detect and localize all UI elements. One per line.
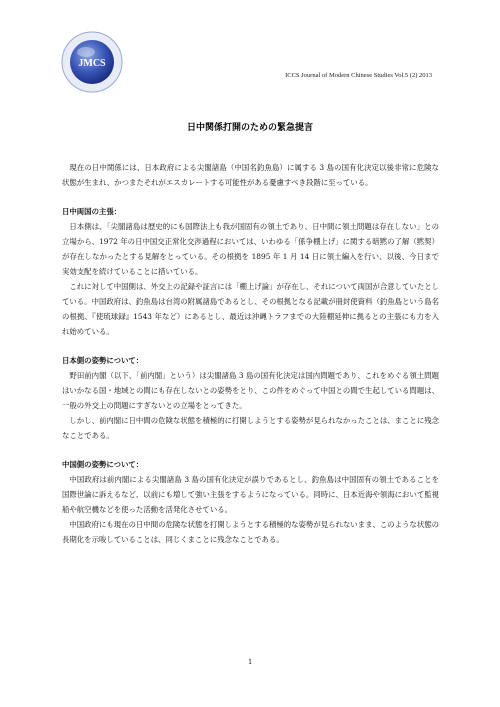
section-heading: 日本側の姿勢について：	[62, 356, 144, 365]
journal-logo	[60, 30, 124, 94]
intro-paragraph: 現在の日中関係には、日本政府による尖閣諸島（中国名釣魚島）に属する 3 島の国有化決定以後非常に危険な状態が生まれ、かつまたそれがエスカレートする可能性がある憂慮すべき段階に至っている。	[62, 163, 439, 187]
section-paragraph: 中国政府にも現在の日中間の危険な状態を打開しようとする積極的な姿勢が見られないまま、このような状態の長期化を示唆していることは、同じくまことに残念なことである。	[62, 520, 439, 544]
article-body	[62, 160, 439, 547]
page-number: 1	[248, 657, 252, 666]
section-heading: 日中両国の主張：	[62, 207, 122, 216]
section-paragraph: 野田前内閣（以下、「前内閣」という）は尖閣諸島 3 島の国有化決定は国内問題であり、これをめぐる領土問題はいかなる国・地域との間にも存在しないとの姿勢をとり、この件をめぐって中国との間で生起している問題は、一般の外交上の問題にすぎないとの立場をとってきた。	[62, 371, 439, 410]
section-paragraph: しかし、前内閣に日中間の危険な状態を積極的に打開しようとする姿勢が見られなかったことは、まことに残念なことである。	[62, 416, 439, 440]
section-paragraph: これに対して中国側は、外交上の記録や証言には「棚上げ論」が存在し、それについて両国が合意していたとしている。中国政府は、釣魚島は台湾の附属諸島であるとし、その根拠となる記載が冊封使資料（釣魚島という島名の根拠、『使琉球録』1543 年など）にあるとし、最近は沖縄トラフまでの大陸棚延伸に拠るとの主張にも力を入れ始めている。	[62, 282, 439, 336]
section-paragraph: 中国政府は前内閣による尖閣諸島 3 島の国有化決定が誤りであるとし、釣魚島は中国固有の領土であることを国際世論に訴えるなど、以前にも増して強い主張をするようになっている。同時に、日本近海や領海において監視船や航空機などを使った活動を活発化させている。	[62, 475, 439, 514]
section-heading: 中国側の姿勢について：	[62, 460, 144, 469]
journal-header: ICCS Journal of Modern Chinese Studies Vol.5 (2) 2013	[285, 72, 432, 79]
logo-text: JMCS	[78, 58, 106, 69]
page-title: 日中関係打開のための緊急提言	[186, 123, 313, 133]
section-paragraph: 日本側は、「尖閣諸島は歴史的にも国際法上も我が国固有の領土であり、日中間に領土問題は存在しない」との立場から、1972 年の日中国交正常化交渉過程においては、いわゆる「係争棚上げ」に関する暗黙の了解（黙契）が存在しなかったとする見解をとっている。その根拠を 1895 年 1 月 14 日に領土編入を行い、以後、今日まで実効支配を続けていることに措いている。	[62, 222, 439, 276]
